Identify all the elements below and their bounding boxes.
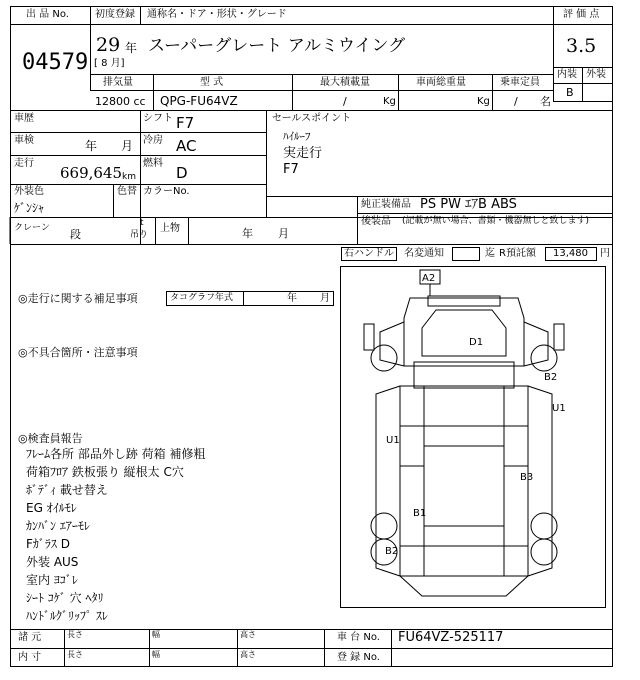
diagram-left-mirror [364, 324, 374, 350]
exterior-color-label: 外装色 [14, 186, 44, 197]
aircon-value: AC [176, 137, 197, 155]
diagram-frame [341, 267, 606, 608]
interior-length-label: 長さ [67, 650, 83, 659]
crane-label: クレーン [14, 223, 50, 233]
crane-hang: 吊り [130, 230, 149, 240]
model-code-value: QPG-FU64VZ [160, 94, 238, 108]
diagram-label-b1: B1 [413, 508, 427, 519]
registration-year-unit: 年 [125, 41, 138, 55]
diagram-right-cab-side [524, 322, 548, 366]
sticker-label: 迄 [485, 248, 495, 259]
inspector-line-7: 外装 AUS [26, 555, 79, 569]
mileage-label: 走行 [14, 158, 34, 169]
length-label: 長さ [67, 630, 83, 639]
registration-month: [ 8 月] [94, 58, 125, 69]
exterior-color-value: ｹﾞﾝｼｬ [14, 201, 45, 215]
inspector-line-2: 荷箱ﾌﾛｱ 鉄板張り 縦根太 C穴 [26, 465, 184, 479]
color-change-label: 色替 [117, 186, 137, 197]
capacity-unit: 名 [540, 95, 551, 108]
max-load-slash: / [343, 95, 347, 108]
capacity-slash: / [514, 95, 518, 108]
sales-point-line-1: ﾊｲﾙｰﾌ [283, 130, 311, 143]
score-label: 評 価 点 [563, 9, 600, 20]
interior-grade: B [566, 86, 574, 99]
shift-label: シフト [143, 113, 173, 124]
diagram-left-cab-side [380, 322, 404, 366]
diagram-windshield [422, 310, 506, 356]
diagram-label-b2-top: B2 [544, 372, 558, 383]
diagram-label-u1-left: U1 [386, 435, 400, 446]
inspection-year-unit: 年 [85, 139, 98, 153]
diagram-rear-left-wheel [371, 513, 397, 539]
crane-stage: 段 [70, 228, 81, 241]
inspector-line-4: EG ｵｲﾙﾓﾚ [26, 501, 77, 515]
color-number-label: カラーNo. [143, 186, 190, 197]
steering-value: 右ハンドル [344, 248, 394, 259]
tachograph-year-unit: 年 [287, 293, 297, 304]
aftermarket-label: 後装品 [361, 216, 391, 227]
history-label: 車歴 [14, 113, 34, 124]
diagram-front-left-wheel [371, 345, 397, 371]
aftermarket-note: (記載が無い場合、書類・機器無しと致します) [402, 216, 590, 226]
inspector-line-5: ｶﾝﾊﾞﾝ ｴｱｰﾓﾚ [26, 519, 90, 533]
model-description-label: 通称名・ドア・形状・グレード [147, 9, 287, 20]
mileage-value: 669,645 [60, 164, 123, 182]
lift-year-unit: 年 [242, 227, 253, 240]
aircon-label: 冷房 [143, 135, 163, 146]
sales-point-line-3: F7 [283, 162, 299, 177]
interior-width-label: 幅 [152, 650, 160, 659]
diagram-label-u1-right: U1 [552, 403, 566, 414]
registration-number-label: 登 録 No. [337, 652, 380, 663]
inspector-line-10: ﾊﾝﾄﾞﾙｸﾞﾘｯﾌﾟ ｽﾚ [26, 609, 108, 623]
interior-dimensions-label: 内 寸 [18, 652, 42, 663]
diagram-front-right-wheel [531, 345, 557, 371]
max-load-label: 最大積載量 [320, 77, 370, 88]
car-name: スーパーグレート アルミウイング [148, 36, 406, 56]
yen-unit: 円 [600, 248, 610, 259]
tachograph-label: タコグラフ年式 [170, 293, 234, 303]
name-change-label: 名変通知 [404, 248, 444, 259]
defects-label: ◎不具合箇所・注意事項 [18, 346, 138, 359]
diagram-cargo-box [400, 386, 528, 576]
specifications-label: 諸 元 [18, 632, 42, 643]
diagram-label-b3: B3 [520, 472, 534, 483]
lift-label: 上物 [160, 223, 180, 234]
inspector-report-label: ◎検査員報告 [18, 432, 83, 445]
inspector-line-9: ｼｰﾄ ｺｹﾞ 穴 ﾍﾀﾘ [26, 591, 104, 605]
diagram-label-a2: A2 [422, 273, 436, 284]
fuel-label: 燃料 [143, 158, 163, 169]
tachograph-divider [243, 291, 244, 306]
interior-grade-label: 内装 [557, 69, 577, 80]
lot-number-label: 出 品 No. [26, 9, 69, 20]
diagram-label-b2-bottom: B2 [385, 546, 399, 557]
capacity-label: 乗車定員 [500, 77, 540, 88]
inspector-line-6: Fｶﾞﾗｽ D [26, 537, 70, 551]
crane-ton-unit: t [140, 218, 144, 228]
gross-weight-unit: Kg [477, 96, 490, 107]
chassis-number: FU64VZ-525117 [398, 630, 504, 645]
truck-damage-diagram [340, 266, 606, 608]
height-label: 高さ [240, 630, 256, 639]
interior-height-label: 高さ [240, 650, 256, 659]
recycle-amount: 13,480 [553, 248, 588, 259]
driving-notes-label: ◎走行に関する補足事項 [18, 292, 138, 305]
diagram-right-mirror [554, 324, 564, 350]
diagram-rear-end [400, 576, 528, 596]
displacement-value: 12800 cc [95, 95, 146, 108]
displacement-label: 排気量 [103, 77, 133, 88]
exterior-grade-label: 外装 [586, 69, 606, 80]
gross-weight-label: 車両総重量 [416, 77, 466, 88]
recycle-label: R預託額 [499, 248, 536, 259]
inspection-month-unit: 月 [121, 139, 134, 153]
diagram-rear-right-wheel-2 [531, 539, 557, 565]
equipment-label: 純正装備品 [361, 199, 411, 210]
mileage-unit: km [122, 172, 136, 182]
inspector-line-8: 室内 ﾖｺﾞﾚ [26, 573, 78, 587]
registration-year: 29 [96, 34, 121, 56]
score-value: 3.5 [566, 35, 597, 57]
model-code-label: 型 式 [200, 77, 224, 88]
inspector-line-1: ﾌﾚｰﾑ各所 部品外し跡 荷箱 補修粗 [26, 447, 206, 461]
tachograph-month-unit: 月 [320, 293, 330, 304]
diagram-label-d1: D1 [469, 337, 484, 348]
sales-point-label: セールスポイント [272, 113, 352, 124]
equipment-items: PS PW ｴｱB ABS [420, 197, 517, 212]
first-registration-label: 初度登録 [95, 9, 135, 20]
inspector-line-3: ﾎﾞﾃﾞｨ 載せ替え [26, 483, 108, 497]
diagram-rear-right-wheel [531, 513, 557, 539]
max-load-unit: Kg [383, 96, 396, 107]
inspection-label: 車検 [14, 135, 34, 146]
lift-month-unit: 月 [278, 227, 289, 240]
lot-number: 04579 [22, 50, 89, 75]
shift-value: F7 [176, 114, 195, 132]
sales-point-line-2: 実走行 [283, 146, 323, 161]
chassis-number-label: 車 台 No. [337, 632, 380, 643]
width-label: 幅 [152, 630, 160, 639]
name-change-box [452, 247, 480, 261]
fuel-value: D [176, 164, 188, 182]
